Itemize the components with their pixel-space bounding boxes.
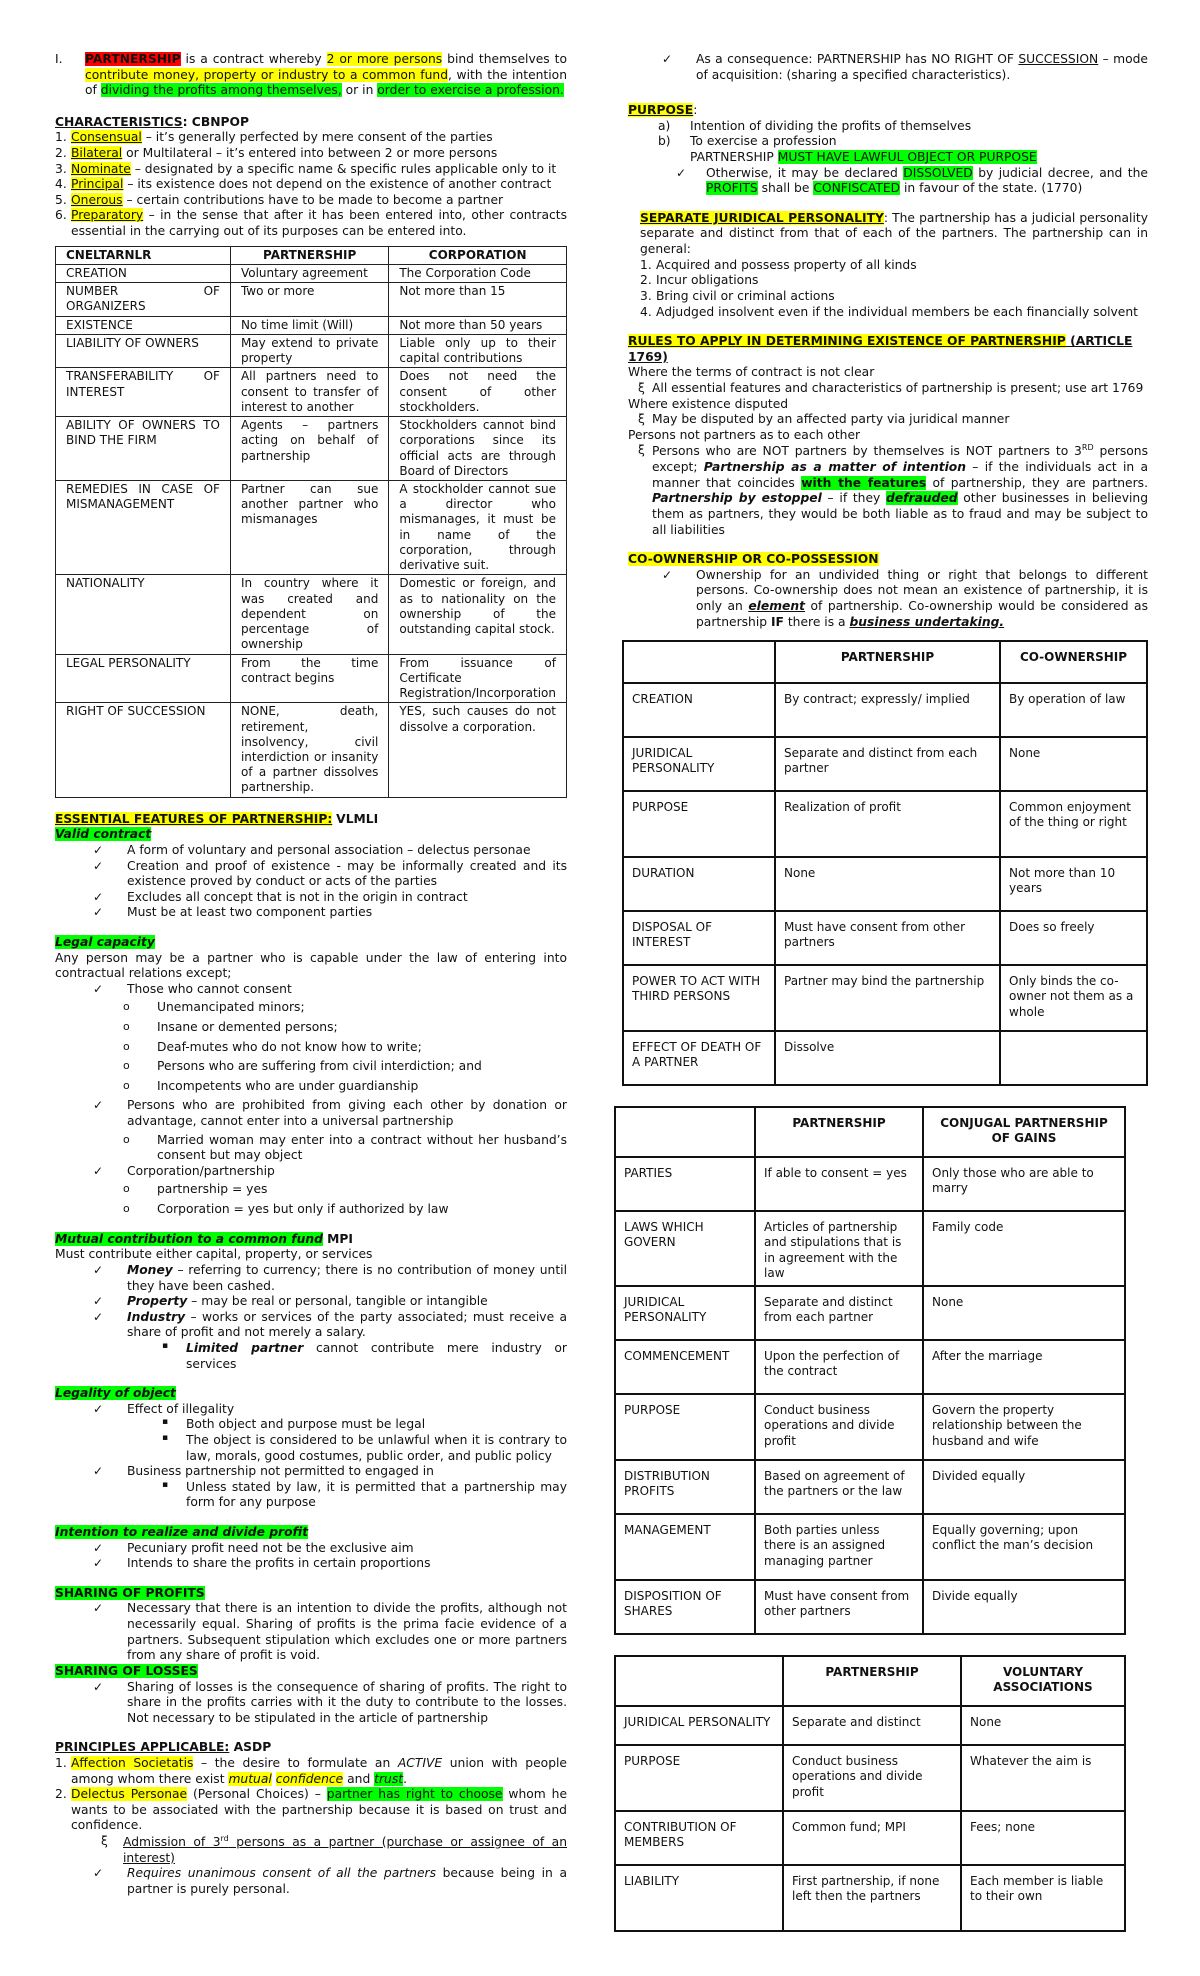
square-bullet-icon: ▪ bbox=[162, 1417, 169, 1428]
xi-bullet-icon: ξ bbox=[638, 412, 645, 427]
table-cell: Based on agreement of the partners or the law bbox=[755, 1460, 923, 1514]
table-cell: Upon the perfection of the contract bbox=[755, 1340, 923, 1394]
table-row bbox=[56, 703, 567, 797]
table3-header: PARTNERSHIP bbox=[755, 1107, 923, 1157]
list-item: 6. Preparatory – in the sense that after it has been entered into, other contracts essential in the carrying out of its purposes can be entered into. bbox=[55, 208, 567, 239]
table-cell: If able to consent = yes bbox=[755, 1157, 923, 1211]
essential-features-heading: ESSENTIAL FEATURES OF PARTNERSHIP: VLMLI bbox=[55, 811, 379, 826]
check-icon: ✓ bbox=[93, 1556, 104, 1571]
table-cell: Whatever the aim is bbox=[961, 1745, 1125, 1811]
list-item: ✓ Business partnership not permitted to engaged in bbox=[93, 1464, 434, 1479]
list-item: ✓ Ownership for an undivided thing or right that belongs to different persons. Co-ownership does not mean an existence of partnership, it is only an element of partnership. Co-ownership would be considered as partnership IF there is a business undertaking. bbox=[662, 567, 1148, 629]
table-cell: DURATION bbox=[623, 857, 775, 911]
table-cell: Divide equally bbox=[923, 1580, 1125, 1634]
table-row bbox=[615, 1706, 1125, 1745]
check-icon: ✓ bbox=[93, 1262, 104, 1277]
table-cell: Separate and distinct from each partner bbox=[755, 1286, 923, 1340]
table1-header: CORPORATION bbox=[389, 246, 567, 264]
intention-heading: Intention to realize and divide profit bbox=[55, 1525, 309, 1540]
circle-bullet-icon: o bbox=[123, 1000, 130, 1014]
table-cell: ABILITY OF OWNERS TO BIND THE FIRM bbox=[56, 417, 231, 481]
table3-header: CONJUGAL PARTNERSHIP OF GAINS bbox=[923, 1107, 1125, 1157]
table-row bbox=[623, 1031, 1147, 1085]
list-item: ✓ Necessary that there is an intention to divide the profits, although not necessarily equal. Sharing of profits is the prima facie evidence of a partners. Subsequent stipulation which excludes one or more partners from any share of profit is void. bbox=[93, 1601, 567, 1663]
table-cell: EFFECT OF DEATH OF A PARTNER bbox=[623, 1031, 775, 1085]
characteristics-heading: CHARACTERISTICS: CBNPOP bbox=[55, 114, 249, 129]
table-cell: JURIDICAL PERSONALITY bbox=[615, 1286, 755, 1340]
list-item: ✓ Effect of illegality bbox=[93, 1401, 235, 1416]
table-cell: Realization of profit bbox=[775, 791, 1000, 857]
list-item: o Deaf-mutes who do not know how to write; bbox=[123, 1039, 422, 1054]
table4-header bbox=[615, 1656, 783, 1706]
list-item: ✓ Creation and proof of existence - may be informally created and its existence proved by conduct or acts of the parties bbox=[93, 858, 567, 889]
table-cell: Agents – partners acting on behalf of partnership bbox=[230, 417, 388, 481]
list-item: 3. Bring civil or criminal actions bbox=[640, 288, 835, 303]
separate-juridical-paragraph: SEPARATE JURIDICAL PERSONALITY: The partnership has a judicial personality separate and distinct from that of each of the partners. The partnership can in general: bbox=[640, 210, 1148, 257]
rules-heading: RULES TO APPLY IN DETERMINING EXISTENCE OF PARTNERSHIP (ARTICLE 1769) bbox=[628, 334, 1133, 364]
table-cell: Conduct business operations and divide profit bbox=[755, 1394, 923, 1460]
essential-features-section: ESSENTIAL FEATURES OF PARTNERSHIP: VLMLI Valid contract ✓ A form of voluntary and personal association – delectus personae ✓ Creation and proof of existence - may be informally created and its existence proved by conduct or acts of the parties ✓ Excludes all concept that is not in the origin in contract ✓ Must be at least two component parties Legal capacity Any person may be a partner who is capable under the law of entering into contractual relations except; ✓ Those who cannot consent o Unemancipated minors; o Insane or demented persons; o Deaf-mutes who do not know how to write; o Persons who are suffering from civil interdiction; and o Incompetents who are under guardianship ✓ Persons who are prohibited from giving each other by donation or advantage, cannot enter into a universal partnership o Married woman may enter into a contract without her husband’s consent but may object ✓ Corporation/partnership o partnership = yes o Corporation = yes but only if authorized by law Mutual contribution to a common fund MPI Must contribute either capital, property, or services ✓ Money – referring to currency; there is no contribution of money until they have been cashed. ✓ Property – may be real or personal, tangible or intangible ✓ Industry – works or services of the party associated; must receive a share of profit and not merely a salary. ▪ Limited partner cannot contribute mere industry or services Legality of object ✓ Effect of illegality ▪ Both object and purpose must be legal ▪ The object is considered to be unlawful when it is contrary to law, morals, good costumes, public order, and public policy ✓ Business partnership not permitted to engaged in ▪ Unless stated by law, it is permitted that a partnership may form for any purpose Intention to realize and divide profit ✓ Pecuniary profit need not be the exclusive aim ✓ Intends to share the profits in certain proportions bbox=[55, 811, 567, 1571]
table-cell: NONE, death, retirement, insolvency, civil interdiction or insanity of a partner dissolves partnership. bbox=[230, 703, 388, 797]
coownership-heading: CO-OWNERSHIP OR CO-POSSESSION bbox=[628, 552, 879, 567]
table-cell: CREATION bbox=[623, 683, 775, 737]
table-cell: First partnership, if none left then the partners bbox=[783, 1865, 961, 1931]
table-cell bbox=[1000, 1031, 1147, 1085]
list-item: ✓ Sharing of losses is the consequence of sharing of profits. The right to share in the profits carries with it the duty to contribute to the losses. Not necessary to be stipulated in the article of partnership bbox=[93, 1679, 567, 1725]
list-item: o Married woman may enter into a contract without her husband’s consent but may object bbox=[123, 1132, 567, 1163]
list-item: ξ May be disputed by an affected party via juridical manner bbox=[638, 412, 1010, 427]
characteristics-list bbox=[55, 130, 567, 239]
list-item: b) To exercise a profession bbox=[658, 134, 837, 149]
list-item: 2. Delectus Personae (Personal Choices) – partner has right to choose whom he wants to be associated with the partnership because it is based on trust and confidence. bbox=[55, 1787, 568, 1833]
table-row bbox=[56, 368, 567, 417]
list-item: o Incompetents who are under guardianship bbox=[123, 1078, 419, 1093]
table-row bbox=[56, 334, 567, 367]
table1-header: PARTNERSHIP bbox=[230, 246, 388, 264]
table4-header: VOLUNTARY ASSOCIATIONS bbox=[961, 1656, 1125, 1706]
table-cell: Common fund; MPI bbox=[783, 1811, 961, 1865]
table-cell: PURPOSE bbox=[615, 1745, 783, 1811]
partnership-vs-coownership-table bbox=[622, 640, 1148, 1086]
table-cell: CONTRIBUTION OF MEMBERS bbox=[615, 1811, 783, 1865]
table-row bbox=[615, 1811, 1125, 1865]
table-row bbox=[623, 965, 1147, 1031]
list-item: ▪ The object is considered to be unlawful when it is contrary to law, morals, good costumes, public order, and public policy bbox=[162, 1433, 567, 1463]
list-item: 2. Bilateral or Multilateral – it’s entered into between 2 or more persons bbox=[55, 146, 498, 161]
table-cell: Two or more bbox=[230, 283, 388, 316]
circle-bullet-icon: o bbox=[123, 1019, 130, 1033]
table-cell: Not more than 50 years bbox=[389, 316, 567, 334]
table-cell: Fees; none bbox=[961, 1811, 1125, 1865]
list-item: ✓ Intends to share the profits in certain proportions bbox=[93, 1556, 431, 1571]
table-cell: Does not need the consent of other stockholders. bbox=[389, 368, 567, 417]
check-icon: ✓ bbox=[93, 1401, 104, 1416]
table-cell: Domestic or foreign, and as to nationality on the ownership of the outstanding capital stock. bbox=[389, 575, 567, 654]
table-cell: Liable only up to their capital contributions bbox=[389, 334, 567, 367]
table-row bbox=[615, 1286, 1125, 1340]
valid-contract-heading: Valid contract bbox=[55, 827, 152, 842]
check-icon: ✓ bbox=[676, 165, 687, 180]
table-cell: JURIDICAL PERSONALITY bbox=[615, 1706, 783, 1745]
partnership-vs-conjugal-table bbox=[614, 1106, 1126, 1635]
table-row bbox=[623, 791, 1147, 857]
square-bullet-icon: ▪ bbox=[162, 1433, 169, 1443]
check-icon: ✓ bbox=[93, 1163, 104, 1178]
check-icon: ✓ bbox=[93, 1601, 104, 1616]
table2-header: PARTNERSHIP bbox=[775, 641, 1000, 683]
table-cell: Not more than 15 bbox=[389, 283, 567, 316]
rules-line: Where the terms of contract is not clear bbox=[628, 365, 875, 380]
list-item: o Insane or demented persons; bbox=[123, 1019, 338, 1034]
table-cell: The Corporation Code bbox=[389, 264, 567, 282]
table-row bbox=[623, 737, 1147, 791]
table-cell: NATIONALITY bbox=[56, 575, 231, 654]
table-cell: Separate and distinct bbox=[783, 1706, 961, 1745]
list-item: ▪ Limited partner cannot contribute mere industry or services bbox=[162, 1340, 567, 1371]
legal-capacity-lead: Any person may be a partner who is capable under the law of entering into contractual relations except; bbox=[55, 950, 567, 981]
table-cell: Partner can sue another partner who mismanages bbox=[230, 480, 388, 574]
table-cell: Equally governing; upon conflict the man’s decision bbox=[923, 1514, 1125, 1580]
legal-capacity-heading: Legal capacity bbox=[55, 934, 155, 949]
list-item: ✓ A form of voluntary and personal association – delectus personae bbox=[93, 842, 531, 857]
check-icon: ✓ bbox=[93, 905, 104, 920]
list-item: 5. Onerous – certain contributions have to be made to become a partner bbox=[55, 192, 504, 207]
xi-bullet-icon: ξ bbox=[638, 443, 645, 458]
table-cell: None bbox=[961, 1706, 1125, 1745]
table-cell: JURIDICAL PERSONALITY bbox=[623, 737, 775, 791]
table-cell: PURPOSE bbox=[615, 1394, 755, 1460]
table-cell: In country where it was created and dependent on percentage of ownership bbox=[230, 575, 388, 654]
table-cell: Dissolve bbox=[775, 1031, 1000, 1085]
table-cell: Articles of partnership and stipulations that is in agreement with the law bbox=[755, 1211, 923, 1286]
table-cell: After the marriage bbox=[923, 1340, 1125, 1394]
check-icon: ✓ bbox=[93, 1098, 104, 1113]
table-cell: PURPOSE bbox=[623, 791, 775, 857]
table-row bbox=[56, 417, 567, 481]
list-item: 4. Adjudged insolvent even if the individual members be each financially solvent bbox=[640, 304, 1138, 319]
purpose-heading: PURPOSE bbox=[628, 103, 694, 118]
square-bullet-icon: ▪ bbox=[162, 1340, 169, 1351]
list-item: 4. Principal – its existence does not depend on the existence of another contract bbox=[55, 177, 552, 192]
table-cell: LIABILITY bbox=[615, 1865, 783, 1931]
list-item: ▪ Both object and purpose must be legal bbox=[162, 1417, 426, 1432]
table-cell: PARTIES bbox=[615, 1157, 755, 1211]
table-cell: Only those who are able to marry bbox=[923, 1157, 1125, 1211]
table-cell: Voluntary agreement bbox=[230, 264, 388, 282]
square-bullet-icon: ▪ bbox=[162, 1479, 169, 1490]
table-cell: LIABILITY OF OWNERS bbox=[56, 334, 231, 367]
table1-header: CNELTARNLR bbox=[56, 246, 231, 264]
characteristics-section bbox=[55, 115, 567, 240]
list-item: ξ All essential features and characteristics of partnership is present; use art 1769 bbox=[638, 380, 1144, 395]
table-cell: Separate and distinct from each partner bbox=[775, 737, 1000, 791]
list-item: ✓ As a consequence: PARTNERSHIP has NO RIGHT OF SUCCESSION – mode of acquisition: (sharing a specified characteristics). bbox=[662, 52, 1148, 82]
table-cell: Stockholders cannot bind corporations since its official acts are through Board of Directors bbox=[389, 417, 567, 481]
circle-bullet-icon: o bbox=[123, 1039, 130, 1053]
list-item: ✓ Those who cannot consent bbox=[93, 981, 292, 996]
list-item: 1. Affection Societatis – the desire to formulate an ACTIVE union with people among whom there exist mutual confidence and trust. bbox=[55, 1755, 567, 1786]
list-item: ▪ Unless stated by law, it is permitted that a partnership may form for any purpose bbox=[162, 1479, 567, 1510]
list-item: ✓ Pecuniary profit need not be the exclusive aim bbox=[93, 1540, 414, 1555]
sharing-profits-heading: SHARING OF PROFITS bbox=[55, 1585, 205, 1600]
table-row bbox=[615, 1340, 1125, 1394]
table-cell: Both parties unless there is an assigned managing partner bbox=[755, 1514, 923, 1580]
table-cell: Common enjoyment of the thing or right bbox=[1000, 791, 1147, 857]
list-item: o Corporation = yes but only if authorized by law bbox=[123, 1202, 449, 1217]
table-cell: None bbox=[1000, 737, 1147, 791]
table-cell: Partner may bind the partnership bbox=[775, 965, 1000, 1031]
table-cell: NUMBER OF ORGANIZERS bbox=[56, 283, 231, 316]
table-row bbox=[623, 683, 1147, 737]
table-cell: Conduct business operations and divide profit bbox=[783, 1745, 961, 1811]
xi-bullet-icon: ξ bbox=[638, 380, 645, 395]
table-cell: Must have consent from other partners bbox=[755, 1580, 923, 1634]
list-item: o Unemancipated minors; bbox=[123, 1000, 305, 1015]
list-item: 1. Consensual – it’s generally perfected by mere consent of the parties bbox=[55, 130, 493, 145]
rules-line: Persons not partners as to each other bbox=[628, 427, 861, 442]
table-cell: LEGAL PERSONALITY bbox=[56, 654, 231, 703]
table-row bbox=[615, 1394, 1125, 1460]
partnership-vs-corporation-table bbox=[55, 246, 567, 798]
table-cell: EXISTENCE bbox=[56, 316, 231, 334]
check-icon: ✓ bbox=[93, 889, 104, 904]
table-cell: POWER TO ACT WITH THIRD PERSONS bbox=[623, 965, 775, 1031]
table-cell: LAWS WHICH GOVERN bbox=[615, 1211, 755, 1286]
table-cell: From the time contract begins bbox=[230, 654, 388, 703]
partnership-vs-voluntary-associations-table bbox=[614, 1655, 1126, 1932]
check-icon: ✓ bbox=[93, 1294, 104, 1309]
list-item: ✓ Industry – works or services of the party associated; must receive a share of profit and not merely a salary. bbox=[93, 1309, 567, 1340]
principles-heading: PRINCIPLES APPLICABLE: ASDP bbox=[55, 1740, 272, 1755]
list-item: ✓ Must be at least two component parties bbox=[93, 905, 373, 920]
table-cell: Each member is liable to their own bbox=[961, 1865, 1125, 1931]
check-icon: ✓ bbox=[93, 1464, 104, 1479]
right-column: ✓ As a consequence: PARTNERSHIP has NO RIGHT OF SUCCESSION – mode of acquisition: (sharing a specified characteristics). PURPOSE: a) Intention of dividing the profits of themselves b) To exercise a profession PARTNERSHIP MUST HAVE LAWFUL OBJECT OR PURPOSE ✓ Otherwise, it may be declared DISSOLVED by judicial decree, and the PROFITS shall be CONFISCATED in favour of the state. (1770) SEPARATE JURIDICAL PERSONALITY: The partnership has a judicial personality separate and distinct from that of each of the partners. The partnership can in general: 1. Acquired and possess property of all kinds 2. Incur obligations 3. Bring civil or criminal actions 4. Adjudged insolvent even if the individual members be each financially solvent RULES TO APPLY IN DETERMINING EXISTENCE OF PARTNERSHIP (ARTICLE 1769) Where the terms of contract is not clear ξ All essential features and characteristics of partnership is present; use art 1769 Where existence disputed ξ May be disputed by an affected party via juridical manner Persons not partners as to each other ξ Persons who are NOT partners by themselves is NOT partners to 3RD persons except; Partnership as a matter of intention – if the individuals act in a manner that coincides with the features of partnership, they are partners. Partnership by estoppel – if they defrauded other businesses in believing them as partners, they would be both liable as to fraud and may be subject to all liabilities CO-OWNERSHIP OR CO-POSSESSION ✓ Ownership for an undivided thing or right that belongs to different persons. Co-ownership does not mean an existence of partnership, it is only an element of partnership. Co-ownership would be considered as partnership IF there is a business undertaking. PARTNERSHIP CO-OWNERSHIP CREATION By contract; expressly/ implied By operation of law JURIDICAL PERSONALITY Separate and distinct from each partner None PURPOSE Realization of profit Common enjoyment of the thing or right DURATION None Not more than 10 years DISPOSAL OF INTEREST Must have consent from other partners Does so freely POWER TO ACT WITH THIRD PERSONS Partner may bind the partnership Only binds the co-owner not them as a whole EFFECT OF DEATH OF A PARTNER Dissolve PARTNERSHIP CONJUGAL PARTNERSHIP OF GAINS PARTIES If able to consent = yes Only those who are able to marry LAWS WHICH GOVERN Articles of partnership and stipulations that is in agreement with the law Family code JURIDICAL PERSONALITY Separate and distinct from each partner None COMMENCEMENT Upon the perfection of the contract After the marriage PURPOSE Conduct business operations and divide profit Govern the property relationship between the husband and wife DISTRIBUTION PROFITS Based on agreement of the partners or the law Divided equally MANAGEMENT Both parties unless there is an assigned managing partner Equally governing; upon conflict the man’s decision DISPOSITION OF SHARES Must have consent from other partners Divide equally PARTNERSHIP VOLUNTARY ASSOCIATIONS JURIDICAL PERSONALITY Separate and distinct None PURPOSE Conduct business operations and divide profit Whatever the aim is CONTRIBUTION OF MEMBERS Common fund; MPI Fees; none LIABILITY First partnership, if none left then the partners Each member is liable to their own bbox=[628, 52, 1148, 1932]
circle-bullet-icon: o bbox=[123, 1132, 130, 1146]
table-cell: CREATION bbox=[56, 264, 231, 282]
table-cell: Must have consent from other partners bbox=[775, 911, 1000, 965]
table-row bbox=[56, 575, 567, 654]
list-item: 3. Nominate – designated by a specific name & specific rules applicable only to it bbox=[55, 161, 557, 176]
table-row bbox=[615, 1460, 1125, 1514]
table-row bbox=[615, 1580, 1125, 1634]
circle-bullet-icon: o bbox=[123, 1059, 130, 1073]
list-item: ξ Persons who are NOT partners by themselves is NOT partners to 3RD persons except; Partnership as a matter of intention – if the individuals act in a manner that coincides with the features of partnership, they are partners. Partnership by estoppel – if they defrauded other businesses in believing them as partners, they would be both liable as to fraud and may be subject to all liabilities bbox=[638, 443, 1148, 537]
check-icon: ✓ bbox=[662, 52, 673, 66]
table-cell: Govern the property relationship between the husband and wife bbox=[923, 1394, 1125, 1460]
legality-heading: Legality of object bbox=[55, 1386, 176, 1401]
list-item: 2. Incur obligations bbox=[640, 273, 759, 288]
table-row bbox=[615, 1211, 1125, 1286]
mutual-contribution-heading: Mutual contribution to a common fund bbox=[55, 1231, 323, 1246]
table3-header bbox=[615, 1107, 755, 1157]
table-cell: None bbox=[923, 1286, 1125, 1340]
table-row bbox=[623, 911, 1147, 965]
table-cell: From issuance of Certificate Registration/Incorporation bbox=[389, 654, 567, 703]
table-cell: A stockholder cannot sue a director who mismanages, it must be in name of the corporation, through derivative suit. bbox=[389, 480, 567, 574]
table-cell: Does so freely bbox=[1000, 911, 1147, 965]
table-cell: Family code bbox=[923, 1211, 1125, 1286]
check-icon: ✓ bbox=[93, 842, 104, 857]
check-icon: ✓ bbox=[662, 567, 673, 582]
table-cell: DISPOSITION OF SHARES bbox=[615, 1580, 755, 1634]
lawful-purpose: PARTNERSHIP MUST HAVE LAWFUL OBJECT OR PURPOSE bbox=[690, 150, 1037, 165]
list-item: ✓ Persons who are prohibited from giving each other by donation or advantage, cannot enter into a universal partnership bbox=[93, 1098, 567, 1129]
table-row bbox=[615, 1745, 1125, 1811]
table-cell: MANAGEMENT bbox=[615, 1514, 755, 1580]
list-item: 1. Acquired and possess property of all kinds bbox=[640, 257, 917, 272]
table-cell: All partners need to consent to transfer of interest to another bbox=[230, 368, 388, 417]
table2-header bbox=[623, 641, 775, 683]
table-row bbox=[56, 316, 567, 334]
left-column bbox=[55, 52, 567, 1898]
table-cell: Divided equally bbox=[923, 1460, 1125, 1514]
table-cell: May extend to private property bbox=[230, 334, 388, 367]
sharing-losses-heading: SHARING OF LOSSES bbox=[55, 1663, 198, 1678]
list-item: ✓ Money – referring to currency; there is no contribution of money until they have been cashed. bbox=[93, 1262, 567, 1293]
list-item: ✓ Requires unanimous consent of all the partners because being in a partner is purely personal. bbox=[93, 1866, 568, 1896]
table-row bbox=[623, 857, 1147, 911]
section-numeral: I. bbox=[55, 52, 63, 66]
table-row bbox=[56, 283, 567, 316]
table-row bbox=[615, 1865, 1125, 1931]
list-item: o partnership = yes bbox=[123, 1182, 268, 1197]
circle-bullet-icon: o bbox=[123, 1202, 130, 1216]
mutual-lead: Must contribute either capital, property, or services bbox=[55, 1247, 373, 1262]
check-icon: ✓ bbox=[93, 1309, 104, 1324]
list-item: a) Intention of dividing the profits of themselves bbox=[658, 118, 972, 133]
table-cell: DISPOSAL OF INTEREST bbox=[623, 911, 775, 965]
list-item: ✓ Otherwise, it may be declared DISSOLVED by judicial decree, and the PROFITS shall be CONFISCATED in favour of the state. (1770) bbox=[676, 165, 1148, 196]
circle-bullet-icon: o bbox=[123, 1078, 130, 1092]
list-item: ✓ Property – may be real or personal, tangible or intangible bbox=[93, 1294, 488, 1309]
table-cell: YES, such causes do not dissolve a corporation. bbox=[389, 703, 567, 797]
table-cell: TRANSFERABILITY OF INTEREST bbox=[56, 368, 231, 417]
table-row bbox=[56, 480, 567, 574]
xi-bullet-icon: ξ bbox=[101, 1834, 108, 1849]
check-icon: ✓ bbox=[93, 1866, 104, 1881]
table-cell: Not more than 10 years bbox=[1000, 857, 1147, 911]
check-icon: ✓ bbox=[93, 1679, 104, 1694]
table-row bbox=[56, 264, 567, 282]
table2-header: CO-OWNERSHIP bbox=[1000, 641, 1147, 683]
table-cell: DISTRIBUTION PROFITS bbox=[615, 1460, 755, 1514]
list-item: ξ Admission of 3rd persons as a partner (purchase or assignee of an interest) bbox=[101, 1834, 567, 1865]
check-icon: ✓ bbox=[93, 858, 104, 873]
list-item: o Persons who are suffering from civil interdiction; and bbox=[123, 1059, 482, 1074]
check-icon: ✓ bbox=[93, 981, 104, 996]
check-icon: ✓ bbox=[93, 1540, 104, 1555]
list-item: ✓ Corporation/partnership bbox=[93, 1163, 275, 1178]
rules-line: Where existence disputed bbox=[628, 396, 789, 411]
table-cell: No time limit (Will) bbox=[230, 316, 388, 334]
circle-bullet-icon: o bbox=[123, 1182, 130, 1196]
table-cell: By operation of law bbox=[1000, 683, 1147, 737]
table-row bbox=[615, 1514, 1125, 1580]
list-item: ✓ Excludes all concept that is not in the origin in contract bbox=[93, 889, 468, 904]
table-cell: RIGHT OF SUCCESSION bbox=[56, 703, 231, 797]
table-cell: By contract; expressly/ implied bbox=[775, 683, 1000, 737]
table-cell: REMEDIES IN CASE OF MISMANAGEMENT bbox=[56, 480, 231, 574]
table-cell: COMMENCEMENT bbox=[615, 1340, 755, 1394]
table-cell: None bbox=[775, 857, 1000, 911]
definition-paragraph: I. PARTNERSHIP is a contract whereby 2 or more persons bind themselves to contribute money, property or industry to a common fund, with the intention of dividing the profits among themselves, or in order to exercise a profession. bbox=[55, 52, 567, 98]
table-cell: Only binds the co-owner not them as a whole bbox=[1000, 965, 1147, 1031]
table-row bbox=[56, 654, 567, 703]
table4-header: PARTNERSHIP bbox=[783, 1656, 961, 1706]
table-row bbox=[615, 1157, 1125, 1211]
